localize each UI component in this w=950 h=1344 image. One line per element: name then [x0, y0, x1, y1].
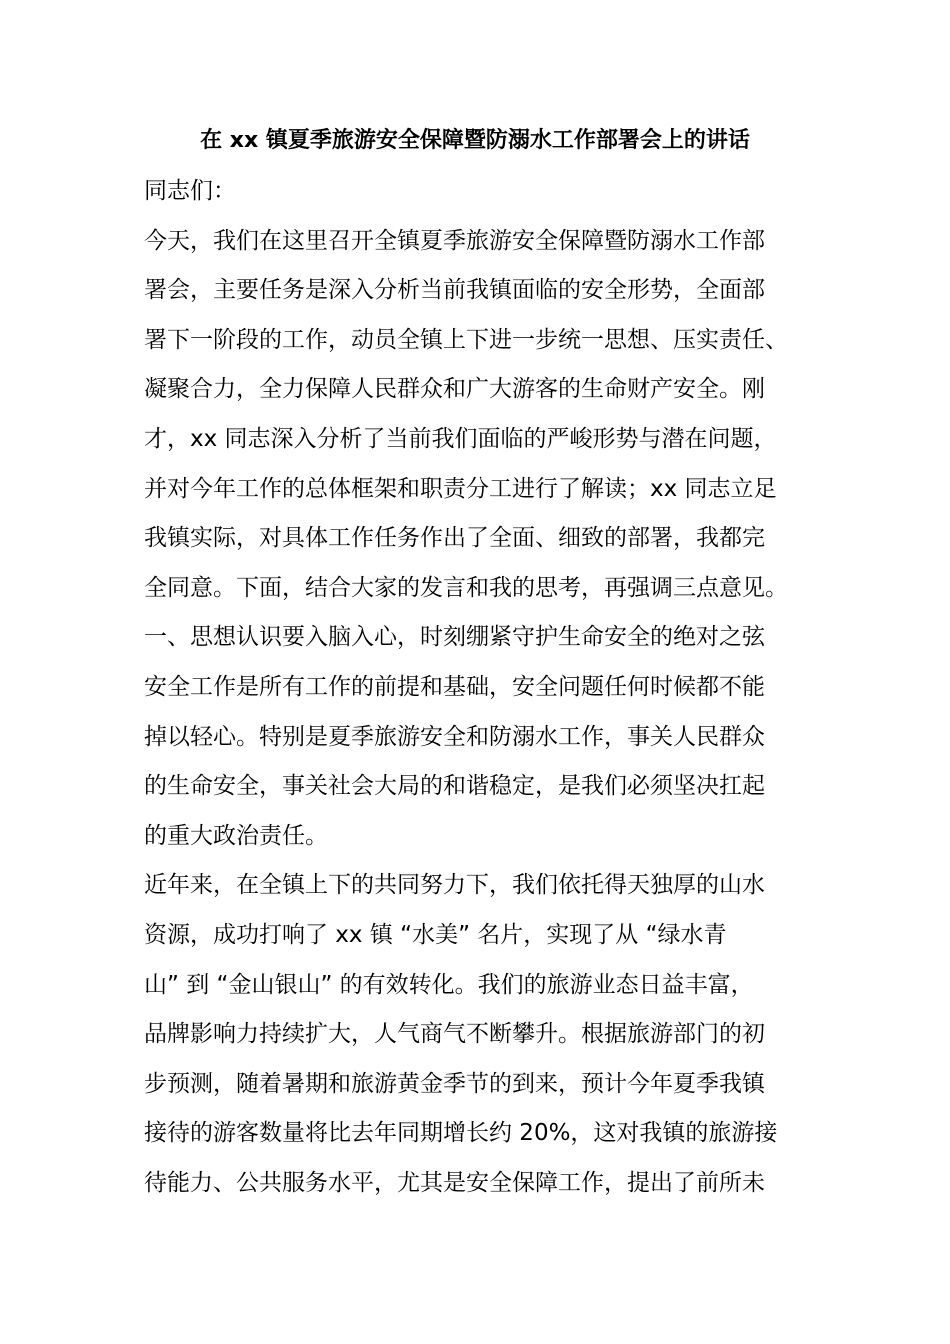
text-line: 山” 到 “金山银山” 的有效转化。我们的旅游业态日益丰富， — [144, 971, 754, 998]
text-line: 资源，成功打响了 xx 镇 “水美” 名片，实现了从 “绿水青 — [144, 921, 727, 948]
text-line: 我镇实际，对具体工作任务作出了全面、细致的部署，我都完 — [144, 525, 765, 552]
text-line: 才，xx 同志深入分析了当前我们面临的严峻形势与潜在问题， — [144, 425, 777, 452]
text-line: 署下一阶段的工作，动员全镇上下进一步统一思想、压实责任、 — [144, 326, 788, 353]
text-line: 今天，我们在这里召开全镇夏季旅游安全保障暨防溺水工作部 — [144, 227, 765, 254]
text-line: 掉以轻心。特别是夏季旅游安全和防溺水工作，事关人民群众 — [144, 723, 765, 750]
text-line: 安全工作是所有工作的前提和基础，安全问题任何时候都不能 — [144, 673, 765, 700]
text-line: 凝聚合力，全力保障人民群众和广大游客的生命财产安全。刚 — [144, 376, 765, 403]
text-line: 全同意。下面，结合大家的发言和我的思考，再强调三点意见。 — [144, 574, 788, 601]
document-title: 在 xx 镇夏季旅游安全保障暨防溺水工作部署会上的讲话 — [200, 128, 750, 153]
text-line: 署会，主要任务是深入分析当前我镇面临的安全形势，全面部 — [144, 277, 765, 304]
text-line: 近年来，在全镇上下的共同努力下，我们依托得天独厚的山水 — [144, 872, 765, 899]
section-heading: 一、思想认识要入脑入心，时刻绷紧守护生命安全的绝对之弦 — [144, 624, 765, 651]
text-line: 的生命安全，事关社会大局的和谐稳定，是我们必须坚决扛起 — [144, 773, 765, 800]
text-line: 接待的游客数量将比去年同期增长约 20%，这对我镇的旅游接 — [144, 1120, 778, 1147]
text-line: 品牌影响力持续扩大，人气商气不断攀升。根据旅游部门的初 — [144, 1021, 765, 1048]
text-line: 待能力、公共服务水平，尤其是安全保障工作，提出了前所未 — [144, 1169, 765, 1196]
document-body — [144, 167, 814, 1208]
text-line: 并对今年工作的总体框架和职责分工进行了解读；xx 同志立足 — [144, 475, 777, 502]
text-line: 同志们： — [144, 178, 236, 204]
text-line: 步预测，随着暑期和旅游黄金季节的到来，预计今年夏季我镇 — [144, 1070, 765, 1097]
text-line: 的重大政治责任。 — [144, 822, 328, 849]
